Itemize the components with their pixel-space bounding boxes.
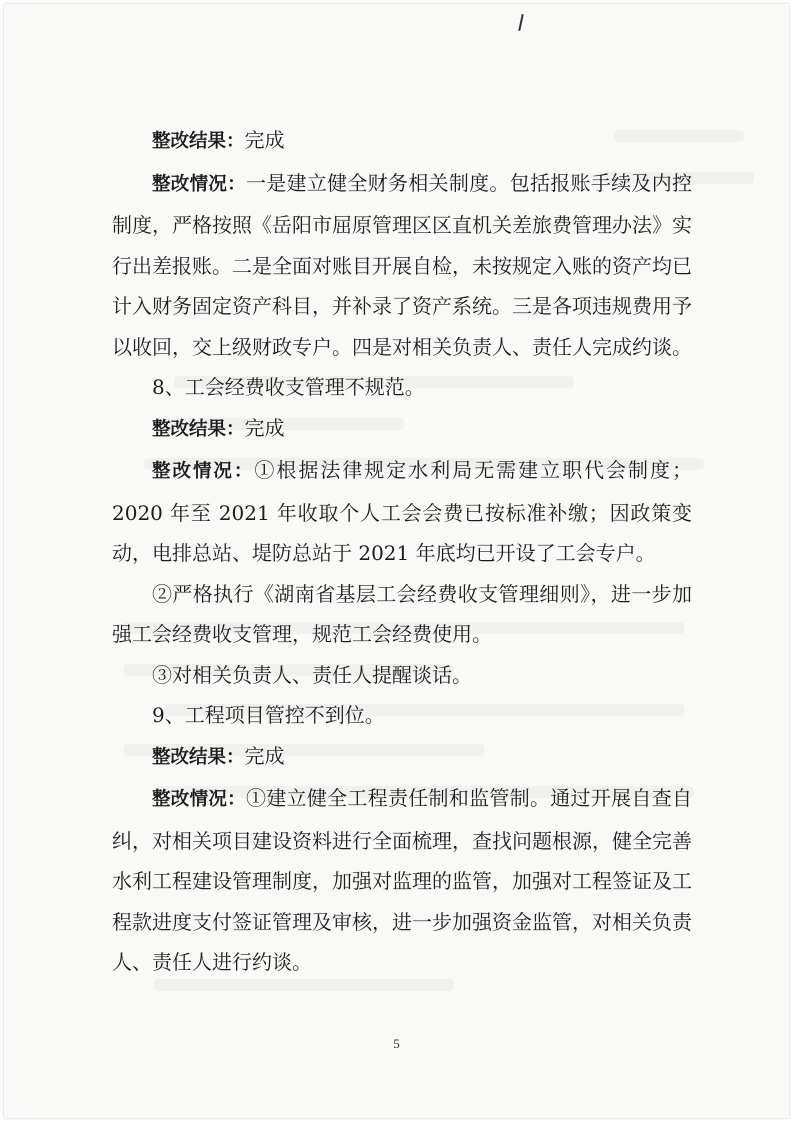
paragraph-text: 8、工会经费收支管理不规范。 [152,375,425,399]
rectification-status-label: 整改情况： [152,173,246,195]
pen-mark [518,14,523,31]
paragraph-10 [112,778,692,983]
rectification-result-label: 整改结果： [152,418,245,440]
paragraph-text: 完成 [244,743,285,768]
paragraph-text: ②严格执行《湖南省基层工会经费收支管理细则》，进一步加强工会经费收支管理，规范工会经费使用。 [112,581,692,646]
paragraph-text: ①根据法律规定水利局无需建立职代会制度；2020 年至 2021 年收取个人工会会费已按标准补缴；因政策变动，电排总站、堤防总站于 2021 年底均已开设了工会专户。 [112,458,692,565]
paragraph-text: 一是建立健全财务相关制度。包括报账手续及内控制度，严格按照《岳阳市屈原管理区区直机关差旅费管理办法》实行出差报账。二是全面对账目开展自检，未按规定入账的资产均已计入财务固定资产科目，并补录了资产系统。三是各项违规费用予以收回，交上级财政专户。四是对相关负责人、责任人完成约谈。 [112,170,692,359]
rectification-status-label: 整改情况： [152,789,246,810]
rectification-result-label: 整改结果： [152,746,245,768]
page-number: 5 [393,1036,400,1051]
paragraph-6 [112,574,692,655]
paragraph-5 [112,450,692,574]
paragraph-text: 完成 [244,128,285,152]
rectification-status-label: 整改情况： [152,461,255,482]
paragraph-4 [112,408,692,451]
paragraph-9 [112,736,692,779]
rectification-result-label: 整改结果： [152,131,245,152]
paragraph-text: ①建立健全工程责任制和监管制。通过开展自查自纠，对相关项目建设资料进行全面梳理，查找问题根源，健全完善水利工程建设管理制度，加强对监理的监管，加强对工程签证及工程款进度支付签证管理及审核，进一步加强资金监管，对相关负责人、责任人进行约谈。 [112,786,692,974]
paragraph-1 [112,120,692,163]
document-body [112,120,692,983]
document-page [4,4,789,1118]
paragraph-text: ③对相关负责人、责任人提醒谈话。 [152,662,472,687]
section-heading-8 [112,367,692,408]
paragraph-text: 9、工程项目管控不到位。 [152,703,385,727]
paragraph-text: 完成 [244,415,285,440]
paragraph-2 [112,163,692,368]
section-heading-9 [112,695,692,736]
paragraph-7 [112,655,692,696]
